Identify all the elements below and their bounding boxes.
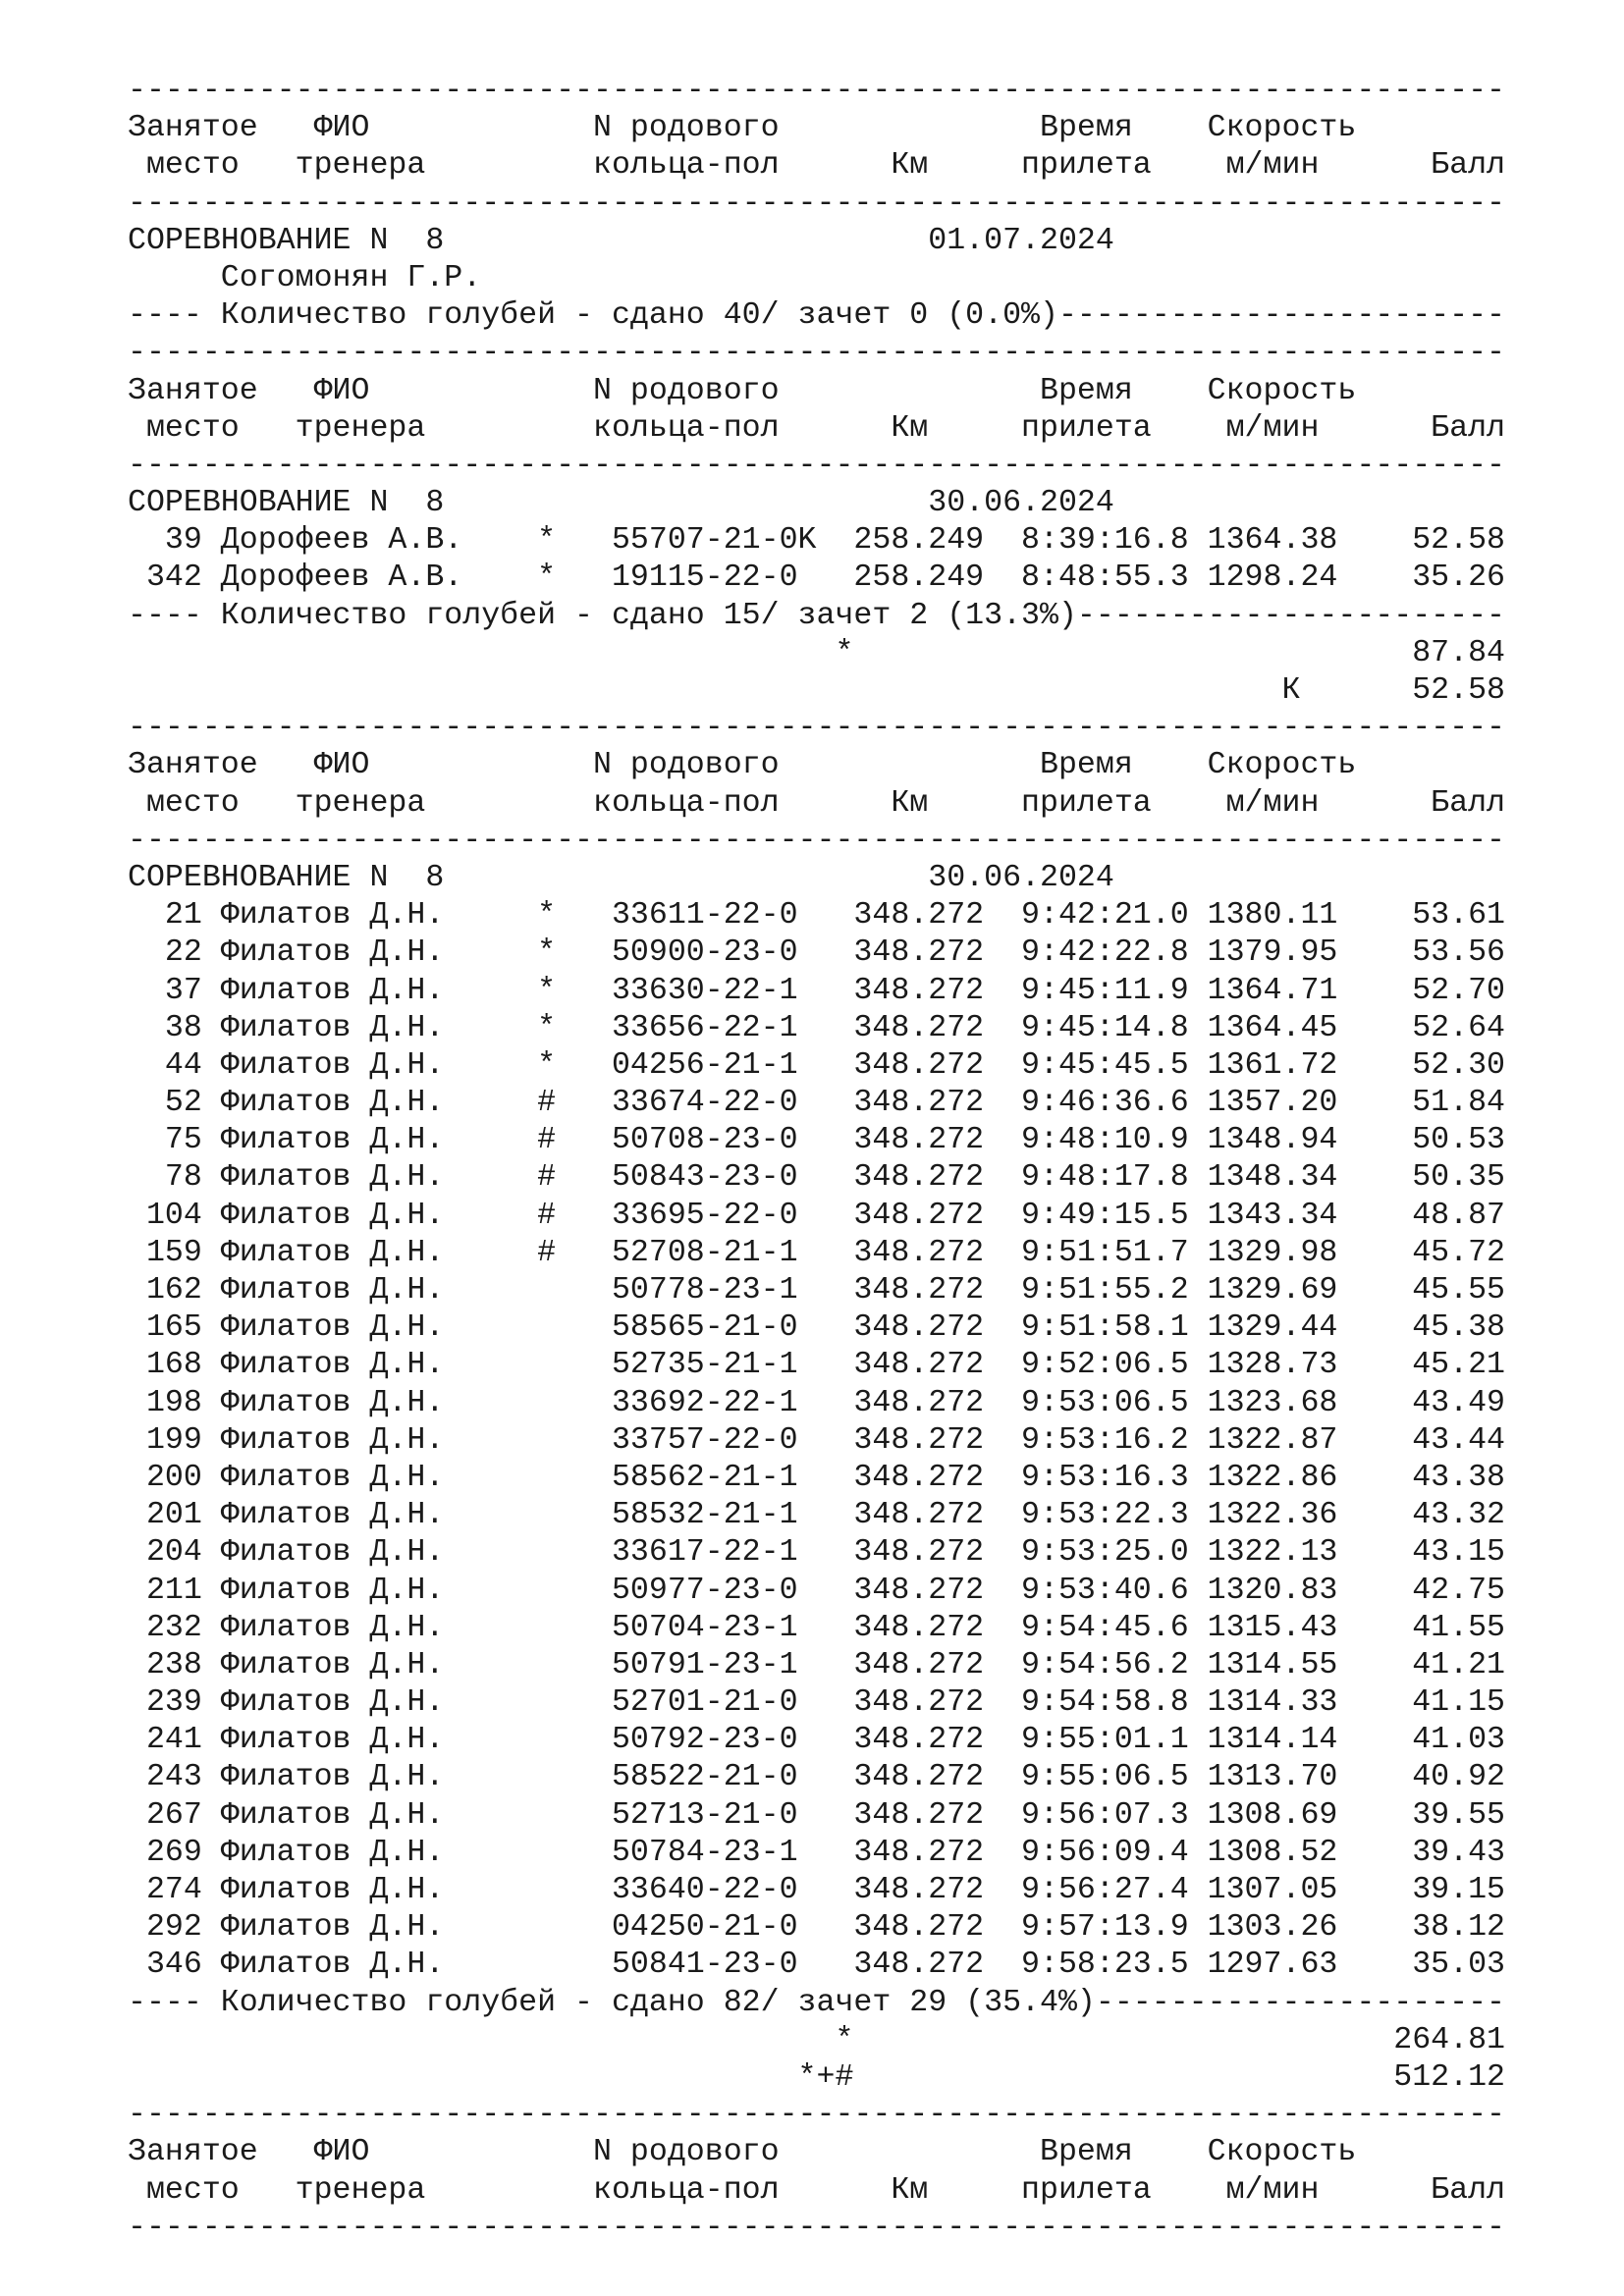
separator-rule: -------------------------------------------------------------------------- bbox=[128, 823, 1505, 858]
column-header-bottom: место тренера кольца-пол Км прилета м/мин Балл bbox=[128, 148, 1505, 184]
table-row: 37 Филатов Д.Н. * 33630-22-1 348.272 9:45:11.9 1364.71 52.70 bbox=[128, 973, 1505, 1008]
summary-line: ---- Количество голубей - сдано 15/ зачет 2 (13.3%)----------------------- bbox=[128, 598, 1505, 633]
table-row: 78 Филатов Д.Н. # 50843-23-0 348.272 9:48:17.8 1348.34 50.35 bbox=[128, 1160, 1505, 1196]
separator-rule: -------------------------------------------------------------------------- bbox=[128, 2098, 1505, 2133]
table-row: 211 Филатов Д.Н. 50977-23-0 348.272 9:53:40.6 1320.83 42.75 bbox=[128, 1573, 1505, 1608]
table-row: 292 Филатов Д.Н. 04250-21-0 348.272 9:57:13.9 1303.26 38.12 bbox=[128, 1910, 1505, 1946]
separator-rule: -------------------------------------------------------------------------- bbox=[128, 186, 1505, 221]
table-row: 104 Филатов Д.Н. # 33695-22-0 348.272 9:49:15.5 1343.34 48.87 bbox=[128, 1198, 1505, 1233]
table-row: 200 Филатов Д.Н. 58562-21-1 348.272 9:53:16.3 1322.86 43.38 bbox=[128, 1460, 1505, 1495]
table-row: 204 Филатов Д.Н. 33617-22-1 348.272 9:53:25.0 1322.13 43.15 bbox=[128, 1535, 1505, 1571]
total-line: * 87.84 bbox=[128, 635, 1505, 670]
table-row: 159 Филатов Д.Н. # 52708-21-1 348.272 9:51:51.7 1329.98 45.72 bbox=[128, 1235, 1505, 1270]
table-row: 201 Филатов Д.Н. 58532-21-1 348.272 9:53:22.3 1322.36 43.32 bbox=[128, 1498, 1505, 1533]
table-row: 52 Филатов Д.Н. # 33674-22-0 348.272 9:46:36.6 1357.20 51.84 bbox=[128, 1086, 1505, 1121]
separator-rule: -------------------------------------------------------------------------- bbox=[128, 2210, 1505, 2245]
table-row: 38 Филатов Д.Н. * 33656-22-1 348.272 9:45:14.8 1364.45 52.64 bbox=[128, 1010, 1505, 1045]
table-row: 39 Дорофеев А.В. * 55707-21-0K 258.249 8:39:16.8 1364.38 52.58 bbox=[128, 523, 1505, 559]
competition-title: СОРЕВНОВАНИЕ N 8 30.06.2024 bbox=[128, 860, 1114, 895]
table-row: 198 Филатов Д.Н. 33692-22-1 348.272 9:53:06.5 1323.68 43.49 bbox=[128, 1385, 1505, 1420]
table-row: 274 Филатов Д.Н. 33640-22-0 348.272 9:56:27.4 1307.05 39.15 bbox=[128, 1873, 1505, 1907]
column-header-top: Занятое ФИО N родового Время Скорость bbox=[128, 748, 1357, 783]
column-header-top: Занятое ФИО N родового Время Скорость bbox=[128, 2135, 1357, 2170]
owner-name: Согомонян Г.Р. bbox=[128, 260, 482, 295]
separator-rule: -------------------------------------------------------------------------- bbox=[128, 336, 1505, 371]
summary-line: ---- Количество голубей - сдано 82/ зачет 29 (35.4%)---------------------- bbox=[128, 1985, 1505, 2020]
table-row: 346 Филатов Д.Н. 50841-23-0 348.272 9:58:23.5 1297.63 35.03 bbox=[128, 1948, 1505, 1983]
total-line: * 264.81 bbox=[128, 2022, 1505, 2057]
table-row: 239 Филатов Д.Н. 52701-21-0 348.272 9:54:58.8 1314.33 41.15 bbox=[128, 1685, 1505, 1721]
table-row: 22 Филатов Д.Н. * 50900-23-0 348.272 9:42:22.8 1379.95 53.56 bbox=[128, 935, 1505, 971]
total-line: К 52.58 bbox=[128, 673, 1505, 708]
table-row: 238 Филатов Д.Н. 50791-23-1 348.272 9:54:56.2 1314.55 41.21 bbox=[128, 1647, 1505, 1682]
total-line: *+# 512.12 bbox=[128, 2059, 1505, 2095]
column-header-top: Занятое ФИО N родового Время Скорость bbox=[128, 373, 1357, 408]
column-header-bottom: место тренера кольца-пол Км прилета м/мин Балл bbox=[128, 785, 1505, 821]
table-row: 267 Филатов Д.Н. 52713-21-0 348.272 9:56:07.3 1308.69 39.55 bbox=[128, 1797, 1505, 1833]
table-row: 162 Филатов Д.Н. 50778-23-1 348.272 9:51:55.2 1329.69 45.55 bbox=[128, 1273, 1505, 1308]
table-row: 232 Филатов Д.Н. 50704-23-1 348.272 9:54:45.6 1315.43 41.55 bbox=[128, 1610, 1505, 1645]
column-header-top: Занятое ФИО N родового Время Скорость bbox=[128, 111, 1357, 146]
separator-rule: -------------------------------------------------------------------------- bbox=[128, 711, 1505, 746]
table-row: 199 Филатов Д.Н. 33757-22-0 348.272 9:53:16.2 1322.87 43.44 bbox=[128, 1422, 1505, 1458]
table-row: 243 Филатов Д.Н. 58522-21-0 348.272 9:55:06.5 1313.70 40.92 bbox=[128, 1760, 1505, 1795]
table-row: 269 Филатов Д.Н. 50784-23-1 348.272 9:56:09.4 1308.52 39.43 bbox=[128, 1835, 1505, 1870]
results-report bbox=[128, 73, 1551, 2247]
table-row: 165 Филатов Д.Н. 58565-21-0 348.272 9:51:58.1 1329.44 45.38 bbox=[128, 1310, 1505, 1346]
table-row: 168 Филатов Д.Н. 52735-21-1 348.272 9:52:06.5 1328.73 45.21 bbox=[128, 1348, 1505, 1383]
column-header-bottom: место тренера кольца-пол Км прилета м/мин Балл bbox=[128, 2172, 1505, 2208]
table-row: 75 Филатов Д.Н. # 50708-23-0 348.272 9:48:10.9 1348.94 50.53 bbox=[128, 1123, 1505, 1158]
competition-title: СОРЕВНОВАНИЕ N 8 30.06.2024 bbox=[128, 486, 1114, 521]
summary-line: ---- Количество голубей - сдано 40/ зачет 0 (0.0%)------------------------ bbox=[128, 298, 1505, 334]
separator-rule: -------------------------------------------------------------------------- bbox=[128, 448, 1505, 483]
column-header-bottom: место тренера кольца-пол Км прилета м/мин Балл bbox=[128, 410, 1505, 446]
competition-title: СОРЕВНОВАНИЕ N 8 01.07.2024 bbox=[128, 223, 1114, 258]
table-row: 342 Дорофеев А.В. * 19115-22-0 258.249 8:48:55.3 1298.24 35.26 bbox=[128, 561, 1505, 596]
separator-rule: -------------------------------------------------------------------------- bbox=[128, 74, 1505, 108]
table-row: 44 Филатов Д.Н. * 04256-21-1 348.272 9:45:45.5 1361.72 52.30 bbox=[128, 1047, 1505, 1083]
table-row: 241 Филатов Д.Н. 50792-23-0 348.272 9:55:01.1 1314.14 41.03 bbox=[128, 1723, 1505, 1758]
table-row: 21 Филатов Д.Н. * 33611-22-0 348.272 9:42:21.0 1380.11 53.61 bbox=[128, 898, 1505, 934]
